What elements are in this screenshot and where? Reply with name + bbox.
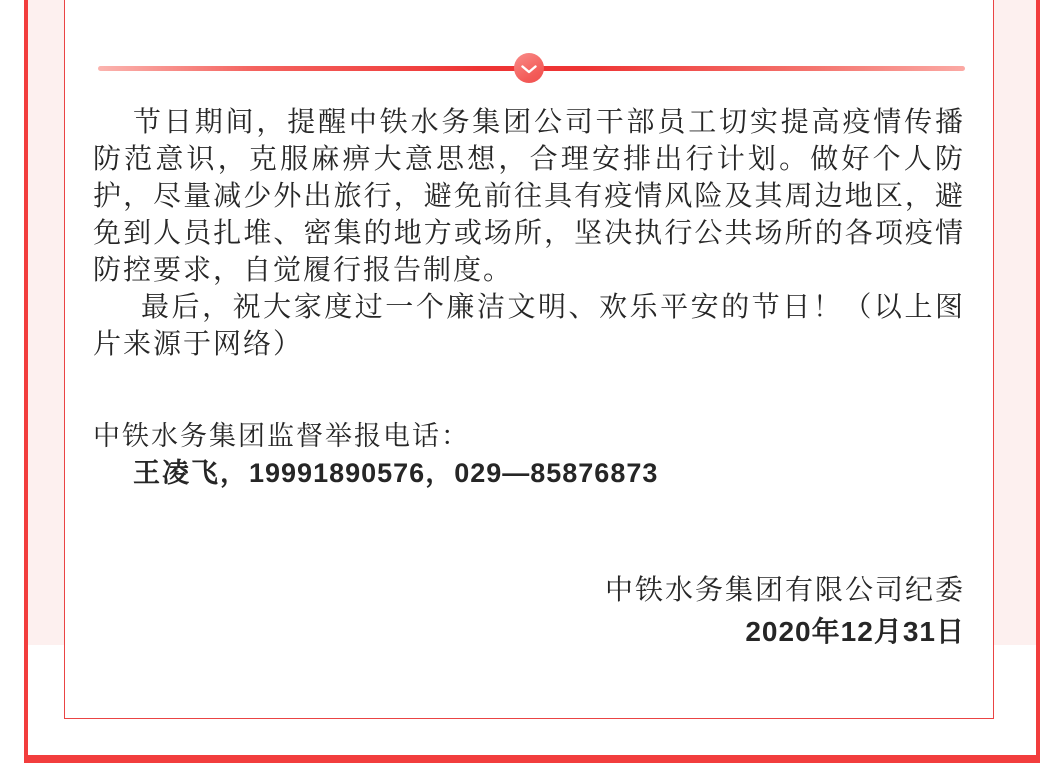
contact-separator: ， xyxy=(425,458,455,488)
contact-detail xyxy=(93,455,965,492)
contact-mobile-number: 19991890576 xyxy=(249,458,426,488)
article-paragraph-1: 节日期间，提醒中铁水务集团公司干部员工切实提高疫情传播防范意识，克服麻痹大意思想，合理安排出行计划。做好个人防护，尽量减少外出旅行，避免前往具有疫情风险及其周边地区，避免到人员扎堆、密集的地方或场所，坚决执行公共场所的各项疫情防控要求，自觉履行报告制度。 xyxy=(93,107,965,286)
article-body xyxy=(93,104,965,363)
article-paragraph-2: 最后，祝大家度过一个廉洁文明、欢乐平安的节日！（以上图片来源于网络） xyxy=(93,292,965,360)
date-year: 2020 xyxy=(745,616,812,647)
date-year-unit: 年 xyxy=(811,617,841,648)
chevron-down-icon xyxy=(514,53,544,83)
signature-section xyxy=(93,570,965,653)
section-divider xyxy=(93,53,965,83)
contact-name: 王凌飞， xyxy=(133,458,249,488)
signature-organization: 中铁水务集团有限公司纪委 xyxy=(604,575,965,606)
date-month-unit: 月 xyxy=(873,617,903,648)
contact-heading: 中铁水务集团监督举报电话： xyxy=(93,421,470,451)
date-month: 12 xyxy=(840,616,874,647)
contact-landline-number: 029—85876873 xyxy=(454,458,659,488)
signature-date xyxy=(93,611,965,653)
contact-section xyxy=(93,418,965,492)
date-day: 31 xyxy=(902,616,936,647)
date-day-unit: 日 xyxy=(935,617,965,648)
article-card xyxy=(64,0,994,719)
